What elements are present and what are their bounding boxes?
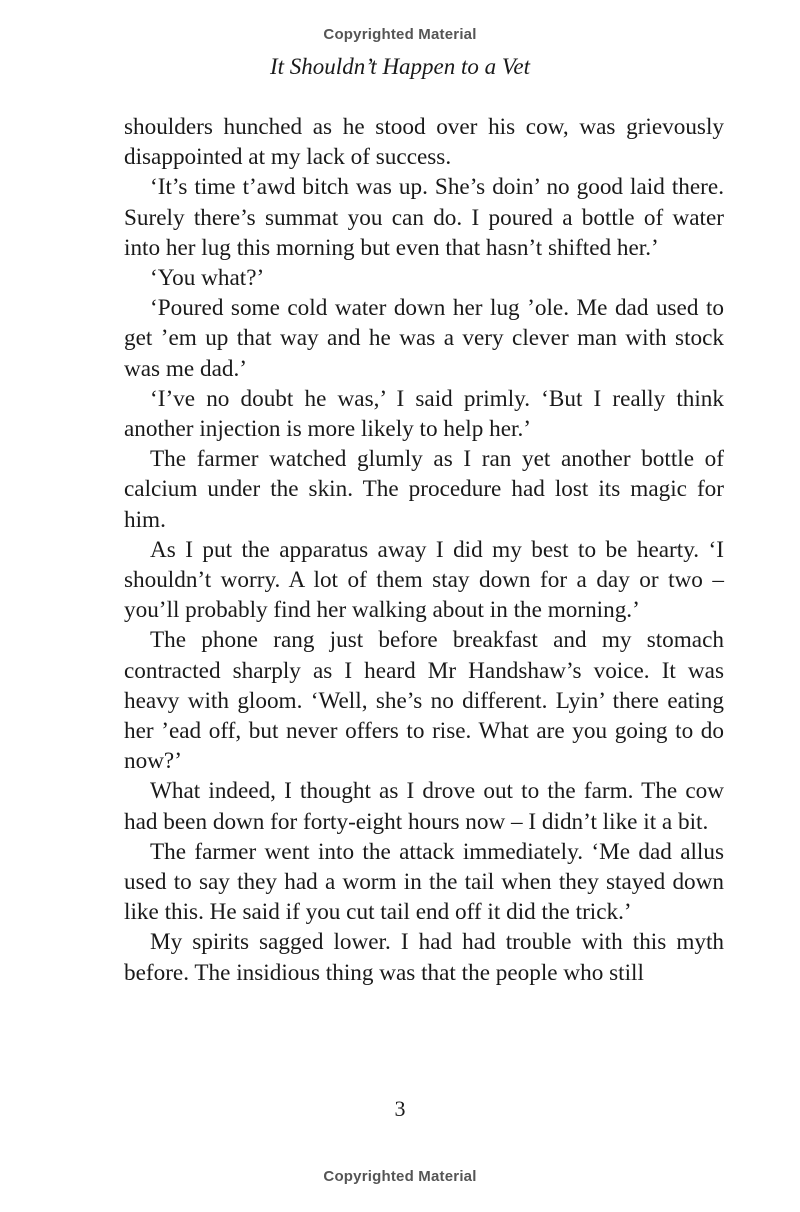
- paragraph: The farmer went into the attack immediately. ‘Me dad allus used to say they had a worm in the tail when they stayed down like this. He said if you cut tail end off it did the trick.’: [124, 838, 724, 926]
- page-number: 3: [394, 1096, 406, 1121]
- paragraph: My spirits sagged lower. I had had trouble with this myth before. The insidious thing was that the people who still: [124, 929, 724, 986]
- copyright-watermark-bottom: Copyrighted Material: [323, 1168, 477, 1185]
- paragraph: ‘Poured some cold water down her lug ’ole. Me dad used to get ’em up that way and he was a very clever man with stock was me dad.’: [124, 295, 724, 382]
- paragraph: shoulders hunched as he stood over his cow, was grievously disappointed at my lack of success.: [124, 114, 724, 171]
- paragraph: ‘You what?’: [150, 265, 265, 292]
- running-head-title: It Shouldn’t Happen to a Vet: [270, 54, 530, 79]
- body-text: [124, 112, 724, 988]
- paragraph: The farmer watched glumly as I ran yet another bottle of calcium under the skin. The procedure had lost its magic for him.: [124, 446, 724, 533]
- paragraph: The phone rang just before breakfast and my stomach contracted sharply as I heard Mr Handshaw’s voice. It was heavy with gloom. ‘Well, she’s no different. Lyin’ there eating her ’ead off, but never offers to rise. What are you going to do now?’: [124, 627, 724, 775]
- paragraph: ‘I’ve no doubt he was,’ I said primly. ‘But I really think another injection is more likely to help her.’: [124, 385, 724, 443]
- paragraph: As I put the apparatus away I did my best to be hearty. ‘I shouldn’t worry. A lot of them stay down for a day or two – you’ll probably find her walking about in the morning.’: [124, 536, 724, 624]
- paragraph: What indeed, I thought as I drove out to the farm. The cow had been down for forty-eight hours now – I didn’t like it a bit.: [124, 778, 724, 835]
- paragraph: ‘It’s time t’awd bitch was up. She’s doin’ no good laid there. Surely there’s summat you can do. I poured a bottle of water into her lug this morning but even that hasn’t shifted her.’: [124, 174, 724, 261]
- copyright-watermark-top: Copyrighted Material: [323, 26, 477, 43]
